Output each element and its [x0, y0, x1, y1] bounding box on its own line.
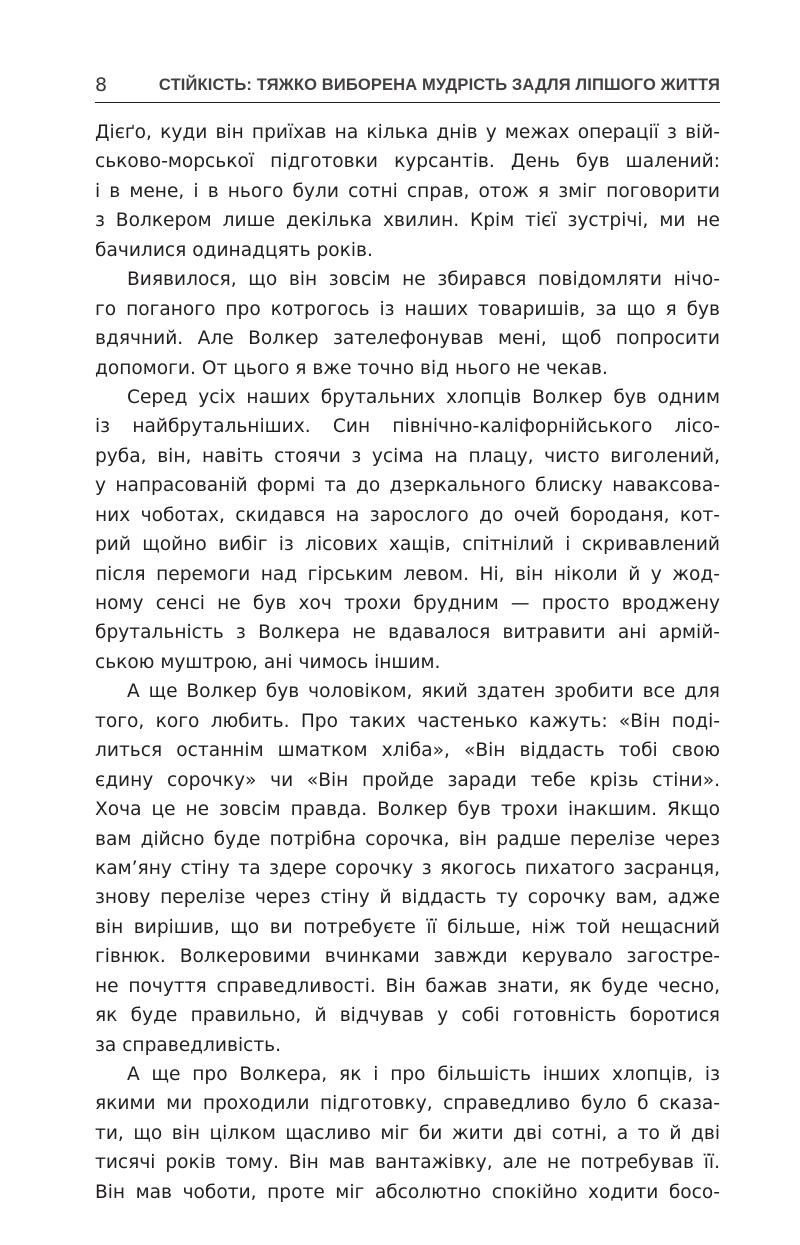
text-line: кам’яну стіну та здере сорочку з якогось пихатого засранця,: [95, 857, 720, 879]
text-line: він вирішив, що ви потребуєте її більше, ніж той нещасний: [95, 916, 720, 938]
text-line: рий щойно вибіг із лісових хащів, спітнілий і скривавлений: [95, 534, 720, 556]
text-line: А ще про Волкера, як і про більшість інших хлопців, із: [127, 1064, 720, 1085]
text-line: того, кого любить. Про таких частенько кажуть: «Він поді-: [95, 710, 720, 732]
text-line: і в мене, і в нього були сотні справ, отож я зміг поговорити: [95, 180, 720, 202]
text-line: ською муштрою, ані чимось іншим.: [95, 651, 441, 673]
text-line: ськово-морської підготовки курсантів. День був шалений:: [95, 151, 720, 173]
text-line: не почуття справедливості. Він бажав знати, як буде чесно,: [95, 975, 720, 997]
text-line: з Волкером лише декілька хвилин. Крім тієї зустрічі, ми не: [95, 210, 720, 232]
text-line: Дієґо, куди він приїхав на кілька днів у межах операції з вій-: [95, 122, 720, 143]
body-text: [95, 118, 720, 1207]
text-line: за справедливість.: [95, 1034, 282, 1056]
text-line: Виявилося, що він зовсім не збирався повідомляти нічо-: [127, 269, 720, 291]
text-line: Серед усіх наших брутальних хлопців Волкер був одним: [127, 386, 720, 408]
text-line: тисячі років тому. Він мав вантажівку, але не потребував її.: [95, 1152, 720, 1174]
text-line: ти, що він цілком щасливо міг би жити дві сотні, а то й дві: [95, 1122, 720, 1144]
text-line: литься останнім шматком хліба», «Він віддасть тобі свою: [95, 740, 720, 762]
text-line: руба, він, навіть стоячи з усіма на плацу, чисто виголений,: [95, 445, 720, 467]
text-line: єдину сорочку» чи «Він пройде заради тебе крізь стіни».: [95, 769, 720, 791]
book-page: [95, 68, 720, 1207]
text-line: вам дійсно буде потрібна сорочка, він радше перелізе через: [95, 828, 720, 850]
text-line: допомоги. От цього я вже точно від нього не чекав.: [95, 357, 608, 379]
text-line: як буде правильно, й відчував у собі готовність боротися: [95, 1005, 720, 1027]
text-line: А ще Волкер був чоловіком, який здатен зробити все для: [127, 681, 720, 703]
text-line: у напрасованій формі та до дзеркального блиску наваксова-: [95, 475, 720, 497]
text-line: ному сенсі не був хоч трохи брудним — просто вроджену: [95, 593, 720, 614]
text-line: го поганого про котрогось із наших товаришів, за що я був: [95, 298, 720, 320]
text-line: гівнюк. Волкеровими вчинками завжди керувало загостре-: [95, 946, 720, 968]
text-line: якими ми проходили підготовку, справедливо було б сказа-: [95, 1093, 720, 1115]
running-header: [95, 68, 720, 103]
text-line: брутальність з Волкера не вдавалося витравити ані армій-: [95, 622, 720, 644]
text-line: бачилися одинадцять років.: [95, 239, 373, 261]
text-line: після перемоги над гірським левом. Ні, він ніколи й у жод-: [95, 563, 720, 585]
page-number: 8: [95, 74, 108, 96]
text-line: них чоботах, скидався на зарослого до очей бороданя, кот-: [95, 504, 720, 526]
text-line: вдячний. Але Волкер зателефонував мені, щоб попросити: [95, 328, 720, 350]
text-line: знову перелізе через стіну й віддасть ту сорочку вам, адже: [95, 887, 720, 909]
text-line: із найбрутальніших. Син північно-каліфорнійського лісо-: [95, 416, 720, 438]
text-line: Хоча це не зовсім правда. Волкер був трохи інакшим. Якщо: [95, 799, 720, 821]
text-line: Він мав чоботи, проте міг абсолютно спокійно ходити босо-: [95, 1181, 720, 1203]
running-title: СТІЙКІСТЬ: ТЯЖКО ВИБОРЕНА МУДРІСТЬ ЗАДЛЯ ЛІПШОГО ЖИТТЯ: [158, 76, 720, 94]
